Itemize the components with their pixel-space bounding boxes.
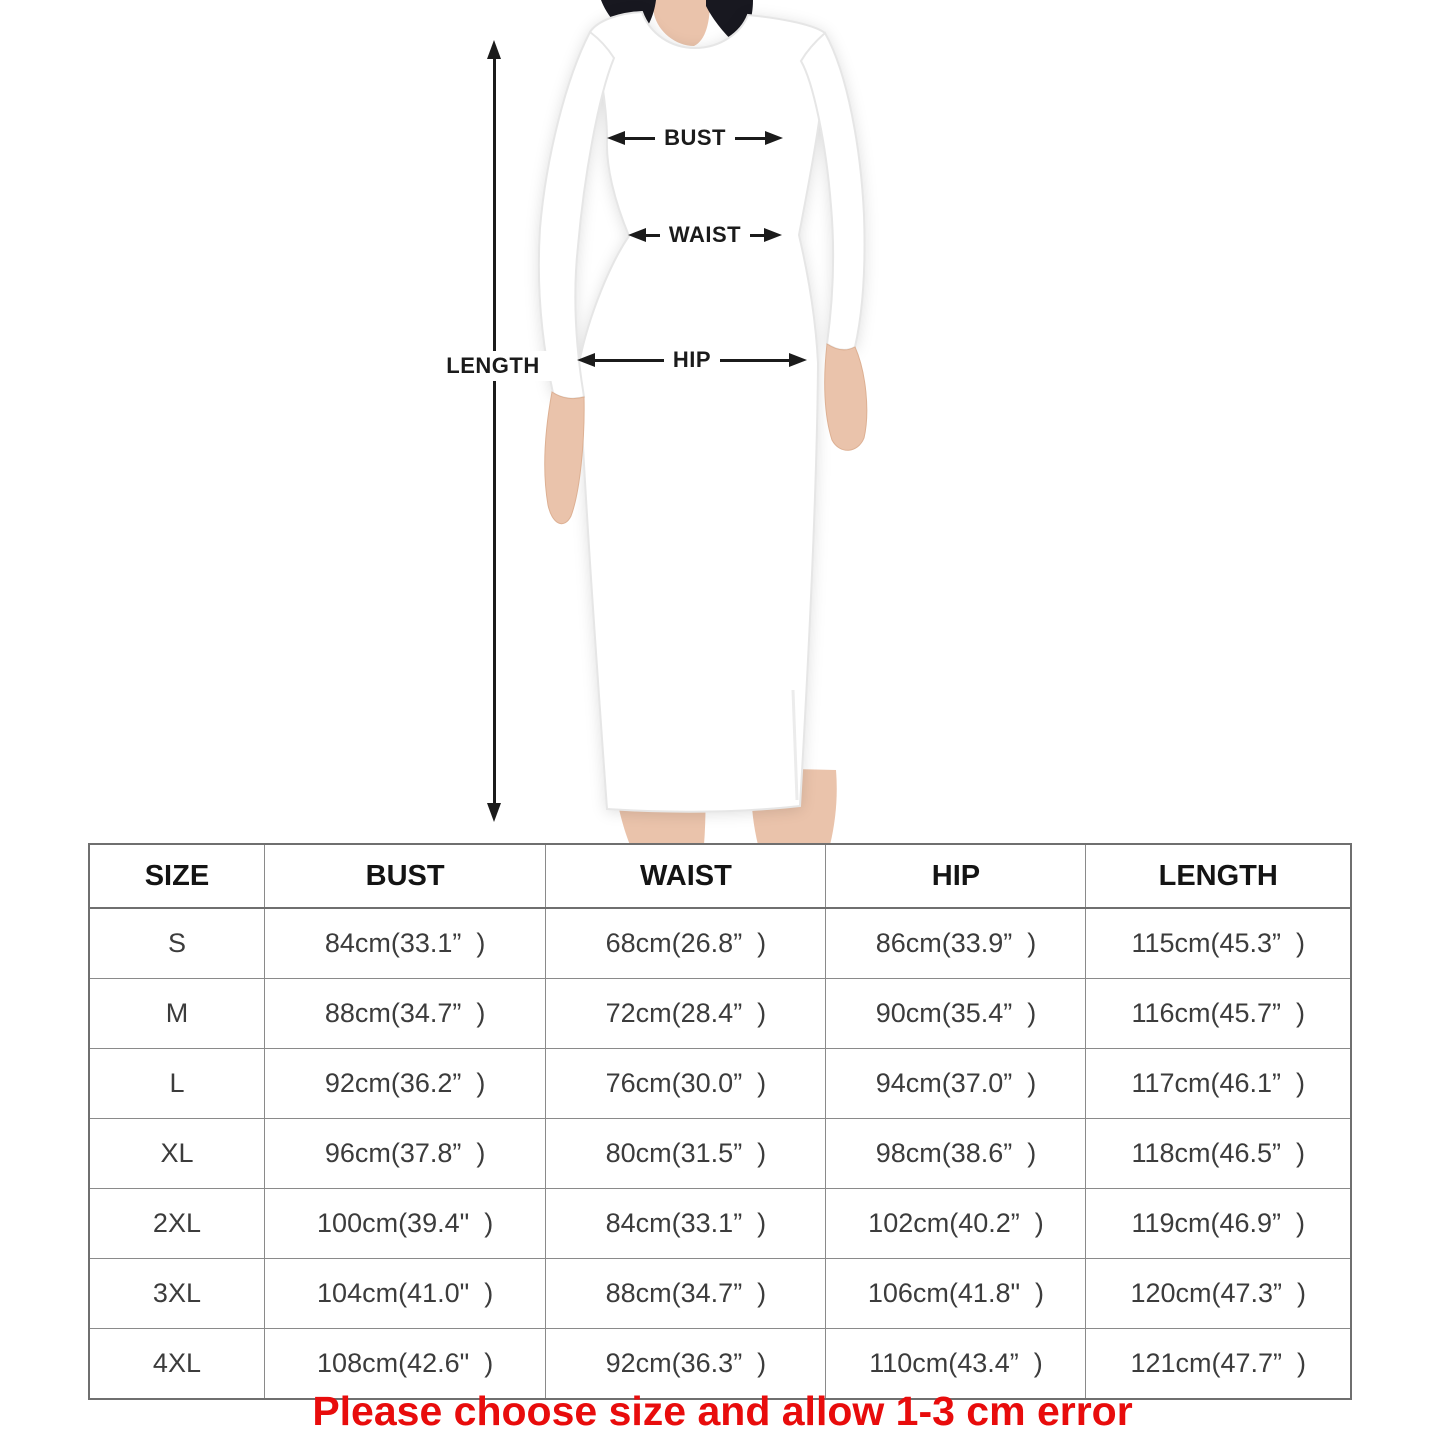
waist-cell: 84cm(33.1” ) — [546, 1189, 826, 1259]
waist-label: WAIST — [668, 222, 742, 247]
bust-cell: 88cm(34.7” ) — [264, 979, 545, 1049]
column-header-length: LENGTH — [1086, 844, 1351, 908]
length-cell: 119cm(46.9” ) — [1086, 1189, 1351, 1259]
arrow-left-icon — [607, 131, 625, 145]
arrow-right-icon — [765, 131, 783, 145]
bust-cell: 96cm(37.8” ) — [264, 1119, 545, 1189]
hip-cell: 90cm(35.4” ) — [826, 979, 1086, 1049]
column-header-size: SIZE — [89, 844, 264, 908]
arrow-up-icon — [487, 40, 501, 59]
hip-arrow — [577, 346, 807, 374]
length-cell: 121cm(47.7” ) — [1086, 1329, 1351, 1400]
length-cell: 116cm(45.7” ) — [1086, 979, 1351, 1049]
arrow-left-icon — [577, 353, 595, 367]
size-cell: L — [89, 1049, 264, 1119]
length-cell: 120cm(47.3” ) — [1086, 1259, 1351, 1329]
column-header-waist: WAIST — [546, 844, 826, 908]
arrow-down-icon — [487, 803, 501, 822]
hip-label: HIP — [672, 347, 712, 372]
size-cell: XL — [89, 1119, 264, 1189]
table-row — [89, 1049, 1351, 1119]
length-cell: 117cm(46.1” ) — [1086, 1049, 1351, 1119]
arrow-right-icon — [789, 353, 807, 367]
waist-arrow — [628, 221, 782, 249]
column-header-hip: HIP — [826, 844, 1086, 908]
length-cell: 118cm(46.5” ) — [1086, 1119, 1351, 1189]
bust-cell: 100cm(39.4" ) — [264, 1189, 545, 1259]
length-arrow-line — [493, 52, 496, 810]
hip-cell: 110cm(43.4” ) — [826, 1329, 1086, 1400]
waist-cell: 92cm(36.3” ) — [546, 1329, 826, 1400]
size-cell: M — [89, 979, 264, 1049]
waist-cell: 72cm(28.4” ) — [546, 979, 826, 1049]
table-row — [89, 1259, 1351, 1329]
table-row — [89, 1119, 1351, 1189]
length-label: LENGTH — [428, 351, 558, 381]
waist-cell: 76cm(30.0” ) — [546, 1049, 826, 1119]
waist-cell: 68cm(26.8” ) — [546, 908, 826, 979]
column-header-bust: BUST — [264, 844, 545, 908]
hip-cell: 102cm(40.2” ) — [826, 1189, 1086, 1259]
bust-cell: 84cm(33.1” ) — [264, 908, 545, 979]
length-arrow — [486, 40, 502, 822]
size-cell: 3XL — [89, 1259, 264, 1329]
size-cell: S — [89, 908, 264, 979]
bust-label: BUST — [664, 125, 726, 150]
size-table-header-row — [89, 844, 1351, 908]
bust-cell: 108cm(42.6" ) — [264, 1329, 545, 1400]
size-table — [88, 843, 1352, 1400]
size-cell: 2XL — [89, 1189, 264, 1259]
table-row — [89, 979, 1351, 1049]
hip-cell: 94cm(37.0” ) — [826, 1049, 1086, 1119]
arrow-left-icon — [628, 228, 646, 242]
waist-cell: 88cm(34.7” ) — [546, 1259, 826, 1329]
table-row — [89, 1189, 1351, 1259]
size-note: Please choose size and allow 1-3 cm error — [312, 1388, 1133, 1434]
bust-cell: 92cm(36.2” ) — [264, 1049, 545, 1119]
bust-cell: 104cm(41.0" ) — [264, 1259, 545, 1329]
arrow-right-icon — [764, 228, 782, 242]
waist-cell: 80cm(31.5” ) — [546, 1119, 826, 1189]
size-cell: 4XL — [89, 1329, 264, 1400]
hip-cell: 98cm(38.6” ) — [826, 1119, 1086, 1189]
length-cell: 115cm(45.3” ) — [1086, 908, 1351, 979]
hip-cell: 106cm(41.8" ) — [826, 1259, 1086, 1329]
bust-arrow — [607, 124, 783, 152]
table-row — [89, 908, 1351, 979]
hip-cell: 86cm(33.9” ) — [826, 908, 1086, 979]
